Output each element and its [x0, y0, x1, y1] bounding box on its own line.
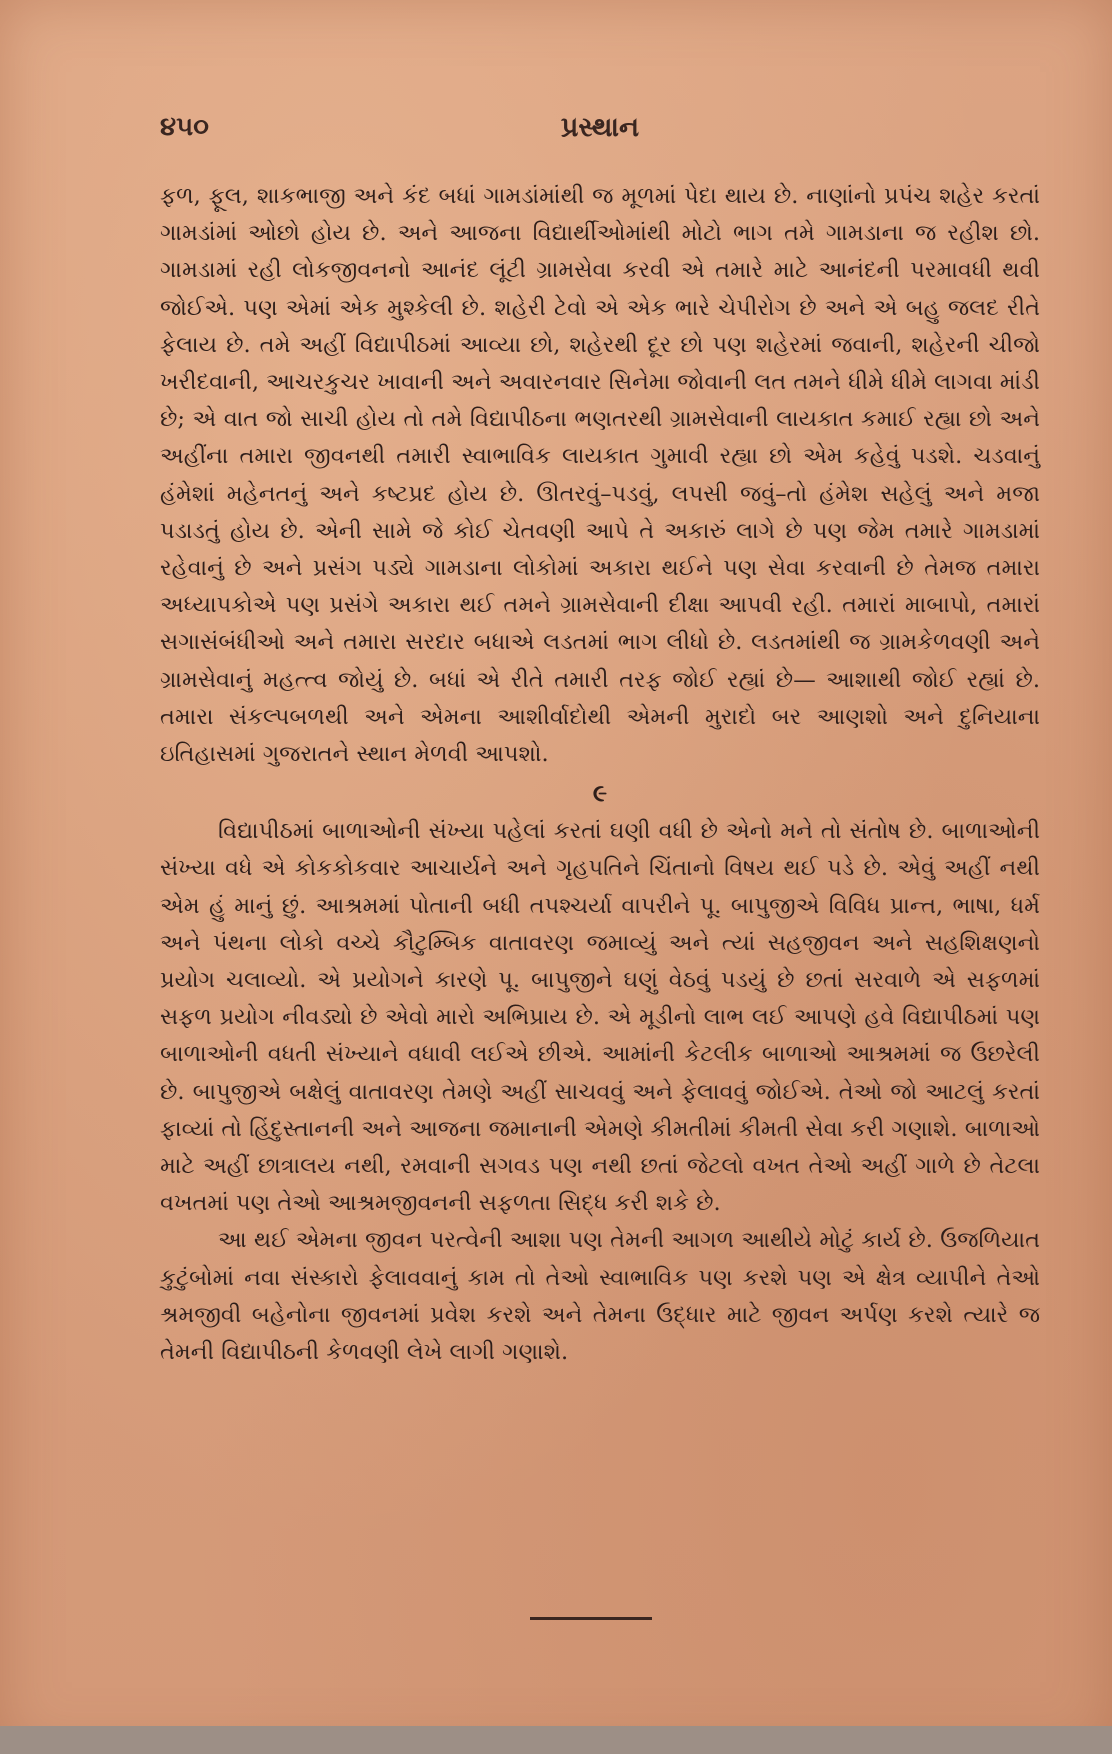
paragraph-3: આ થઈ એમના જીવન પરત્વેની આશા પણ તેમની આગળ આથીયે મોટું કાર્ય છે. ઉજળિયાત કુટુંબોમાં નવા સંસ્કારો ફેલાવવાનું કામ તો તેઓ સ્વાભાવિક પણ કરશે પણ એ ક્ષેત્ર વ્યાપીને તેઓ શ્રમજીવી બહેનોના જીવનમાં પ્રવેશ કરશે અને તેમના ઉદ્ધાર માટે જીવન અર્પણ કરશે ત્યારે જ તેમની વિદ્યાપીઠની કેળવણી લેખે લાગી ગણાશે. — [160, 1227, 1040, 1366]
page-number: ૪૫૦ — [160, 112, 209, 142]
end-rule — [530, 1617, 652, 1620]
body-text — [160, 178, 1040, 1371]
running-title: પ્રસ્થાન — [560, 112, 640, 143]
scan-bottom-edge — [0, 1726, 1112, 1754]
section-number: ૯ — [592, 778, 608, 808]
page-header — [160, 112, 1040, 152]
paragraph-2: વિદ્યાપીઠમાં બાળાઓની સંખ્યા પહેલાં કરતાં ઘણી વધી છે એનો મને તો સંતોષ છે. બાળાઓની સંખ્યા વધે એ કોકકોકવાર આચાર્યને અને ગૃહપતિને ચિંતાનો વિષય થઈ પડે છે. એવું અહીં નથી એમ હું માનું છું. આશ્રમમાં પોતાની બધી તપશ્ચર્યા વાપરીને પૂ. બાપુજીએ વિવિધ પ્રાન્ત, ભાષા, ધર્મ અને પંથના લોકો વચ્ચે કૌટુમ્બિક વાતાવરણ જમાવ્યું અને ત્યાં સહજીવન અને સહશિક્ષણનો પ્રયોગ ચલાવ્યો. એ પ્રયોગને કારણે પૂ. બાપુજીને ઘણું વેઠવું પડયું છે છતાં સરવાળે એ સફળમાં સફળ પ્રયોગ નીવડ્યો છે એવો મારો અભિપ્રાય છે. એ મૂડીનો લાભ લઈ આપણે હવે વિદ્યાપીઠમાં પણ બાળાઓની વધતી સંખ્યાને વધાવી લઈએ છીએ. આમાંની કેટલીક બાળાઓ આશ્રમમાં જ ઉછરેલી છે. બાપુજીએ બક્ષેલું વાતાવરણ તેમણે અહીં સાચવવું અને ફેલાવવું જોઈએ. તેઓ જો આટલું કરતાં ફાવ્યાં તો હિંદુસ્તાનની અને આજના જમાનાની એમણે કીમતીમાં કીમતી સેવા કરી ગણાશે. બાળાઓ માટે અહીં છાત્રાલય નથી, રમવાની સગવડ પણ નથી છતાં જેટલો વખત તેઓ અહીં ગાળે છે તેટલા વખતમાં પણ તેઓ આશ્રમજીવનની સફળતા સિદ્ધ કરી શકે છે. — [160, 818, 1040, 1217]
paragraph-1: ફળ, ફૂલ, શાકભાજી અને કંદ બધાં ગામડાંમાંથી જ મૂળમાં પેદા થાય છે. નાણાંનો પ્રપંચ શહેર કરતાં ગામડાંમાં ઓછો હોય છે. અને આજના વિદ્યાર્થીઓમાંથી મોટો ભાગ તમે ગામડાના જ રહીશ છો. ગામડામાં રહી લોકજીવનનો આનંદ લૂંટી ગ્રામસેવા કરવી એ તમારે માટે આનંદની પરમાવધી થવી જોઈએ. પણ એમાં એક મુશ્કેલી છે. શહેરી ટેવો એ એક ભારે ચેપીરોગ છે અને એ બહુ જલદ રીતે ફેલાય છે. તમે અહીં વિદ્યાપીઠમાં આવ્યા છો, શહેરથી દૂર છો પણ શહેરમાં જવાની, શહેરની ચીજો ખરીદવાની, આચરકુચર ખાવાની અને અવારનવાર સિનેમા જોવાની લત તમને ધીમે ધીમે લાગવા માંડી છે; એ વાત જો સાચી હોય તો તમે વિદ્યાપીઠના ભણતરથી ગ્રામસેવાની લાયકાત કમાઈ રહ્યા છો અને અહીંના તમારા જીવનથી તમારી સ્વાભાવિક લાયકાત ગુમાવી રહ્યા છો એમ કહેવું પડશે. ચડવાનું હંમેશાં મહેનતનું અને કષ્ટપ્રદ હોય છે. ઊતરવું–પડવું, લપસી જવું–તો હંમેશ સહેલું અને મજા પડાડતું હોય છે. એની સામે જે કોઈ ચેતવણી આપે તે અકારું લાગે છે પણ જેમ તમારે ગામડામાં રહેવાનું છે અને પ્રસંગ પડ્યે ગામડાના લોકોમાં અકારા થઈને પણ સેવા કરવાની છે તેમજ તમારા અધ્યાપકોએ પણ પ્રસંગે અકારા થઈ તમને ગ્રામસેવાની દીક્ષા આપવી રહી. તમારાં માબાપો, તમારાં સગાસંબંધીઓ અને તમારા સરદાર બધાએ લડતમાં ભાગ લીધો છે. લડતમાંથી જ ગ્રામકેળવણી અને ગ્રામસેવાનું મહત્ત્વ જોયું છે. બધાં એ રીતે તમારી તરફ જોઈ રહ્યાં છે— આશાથી જોઈ રહ્યાં છે. તમારા સંકલ્પબળથી અને એમના આશીર્વાદોથી એમની મુરાદો બર આણશો અને દુનિયાના ઇતિહાસમાં ગુજરાતને સ્થાન મેળવી આપશો. — [160, 183, 1040, 768]
